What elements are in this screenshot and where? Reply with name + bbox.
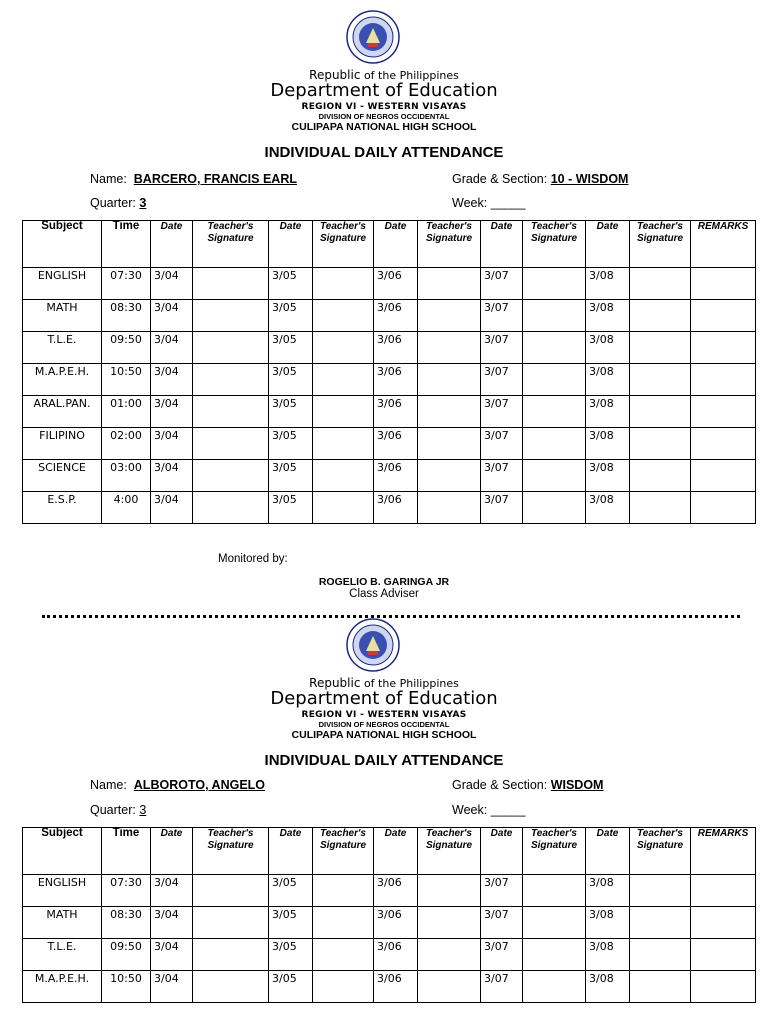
signature-cell — [418, 492, 481, 524]
date-cell: 3/05 — [269, 268, 313, 300]
header-date: Date — [151, 828, 193, 875]
date-cell: 3/07 — [481, 971, 523, 1003]
date-cell: 3/08 — [586, 971, 630, 1003]
date-cell: 3/04 — [151, 460, 193, 492]
grade-section-value: 10 - WISDOM — [550, 172, 629, 186]
date-cell: 3/08 — [586, 875, 630, 907]
date-cell: 3/04 — [151, 332, 193, 364]
signature-cell — [193, 268, 269, 300]
subject-cell: ARAL.PAN. — [23, 396, 102, 428]
date-cell: 3/08 — [586, 492, 630, 524]
signature-cell — [193, 460, 269, 492]
signature-cell — [630, 268, 691, 300]
header-teachers-signature: Teacher's Signature — [523, 828, 586, 875]
header-teachers-signature: Teacher's Signature — [193, 221, 269, 268]
date-cell: 3/06 — [374, 907, 418, 939]
header-time: Time — [102, 828, 151, 875]
signature-cell — [523, 939, 586, 971]
date-cell: 3/07 — [481, 460, 523, 492]
remarks-cell — [691, 396, 756, 428]
date-cell: 3/06 — [374, 300, 418, 332]
signature-cell — [418, 332, 481, 364]
signature-cell — [523, 396, 586, 428]
time-cell: 10:50 — [102, 971, 151, 1003]
date-cell: 3/04 — [151, 939, 193, 971]
date-cell: 3/05 — [269, 907, 313, 939]
time-cell: 08:30 — [102, 907, 151, 939]
time-cell: 01:00 — [102, 396, 151, 428]
date-cell: 3/08 — [586, 300, 630, 332]
header-date: Date — [269, 828, 313, 875]
date-cell: 3/04 — [151, 492, 193, 524]
school-name: CULIPAPA NATIONAL HIGH SCHOOL — [291, 121, 477, 133]
header-teachers-signature: Teacher's Signature — [630, 221, 691, 268]
remarks-cell — [691, 907, 756, 939]
student-name-line: Name: BARCERO, FRANCIS EARL — [90, 172, 297, 186]
signature-cell — [630, 460, 691, 492]
time-cell: 09:50 — [102, 332, 151, 364]
region-line: REGION VI - WESTERN VISAYAS — [301, 102, 467, 112]
signature-cell — [630, 971, 691, 1003]
signature-cell — [313, 971, 374, 1003]
table-row — [23, 268, 756, 300]
date-cell: 3/05 — [269, 332, 313, 364]
subject-cell: T.L.E. — [23, 332, 102, 364]
remarks-cell — [691, 939, 756, 971]
header-teachers-signature: Teacher's Signature — [313, 828, 374, 875]
subject-cell: MATH — [23, 300, 102, 332]
signature-cell — [313, 939, 374, 971]
date-cell: 3/07 — [481, 428, 523, 460]
header-teachers-signature: Teacher's Signature — [630, 828, 691, 875]
signature-cell — [193, 492, 269, 524]
date-cell: 3/05 — [269, 460, 313, 492]
date-cell: 3/06 — [374, 428, 418, 460]
signature-cell — [523, 907, 586, 939]
monitored-by-label: Monitored by: — [218, 553, 288, 565]
remarks-cell — [691, 875, 756, 907]
quarter-line: Quarter: 3 — [90, 803, 147, 817]
signature-cell — [630, 875, 691, 907]
signature-cell — [630, 300, 691, 332]
header-teachers-signature: Teacher's Signature — [418, 221, 481, 268]
signature-cell — [313, 396, 374, 428]
date-cell: 3/04 — [151, 300, 193, 332]
time-cell: 08:30 — [102, 300, 151, 332]
signature-cell — [523, 332, 586, 364]
date-cell: 3/07 — [481, 268, 523, 300]
table-row — [23, 460, 756, 492]
date-cell: 3/08 — [586, 460, 630, 492]
signature-cell — [630, 907, 691, 939]
signature-cell — [313, 268, 374, 300]
header-date: Date — [374, 221, 418, 268]
signature-cell — [313, 300, 374, 332]
date-cell: 3/04 — [151, 971, 193, 1003]
signature-cell — [193, 939, 269, 971]
date-cell: 3/07 — [481, 907, 523, 939]
date-cell: 3/05 — [269, 875, 313, 907]
date-cell: 3/08 — [586, 364, 630, 396]
date-cell: 3/08 — [586, 332, 630, 364]
signature-cell — [313, 332, 374, 364]
signature-cell — [630, 939, 691, 971]
table-row — [23, 875, 756, 907]
subject-cell: M.A.P.E.H. — [23, 971, 102, 1003]
signature-cell — [523, 300, 586, 332]
remarks-cell — [691, 971, 756, 1003]
date-cell: 3/04 — [151, 907, 193, 939]
week-line: Week: _____ — [452, 196, 526, 210]
signature-cell — [313, 875, 374, 907]
department-of-education-seal-icon — [346, 618, 400, 672]
header-subject: Subject — [23, 828, 102, 875]
header-subject: Subject — [23, 221, 102, 268]
date-cell: 3/06 — [374, 971, 418, 1003]
date-cell: 3/08 — [586, 939, 630, 971]
subject-cell: FILIPINO — [23, 428, 102, 460]
date-cell: 3/06 — [374, 492, 418, 524]
date-cell: 3/07 — [481, 364, 523, 396]
table-row — [23, 300, 756, 332]
date-cell: 3/07 — [481, 875, 523, 907]
signature-cell — [193, 364, 269, 396]
form-title: INDIVIDUAL DAILY ATTENDANCE — [264, 144, 504, 161]
signature-cell — [418, 364, 481, 396]
date-cell: 3/06 — [374, 364, 418, 396]
signature-cell — [523, 428, 586, 460]
date-cell: 3/07 — [481, 332, 523, 364]
week-line: Week: _____ — [452, 803, 526, 817]
header-date: Date — [481, 221, 523, 268]
time-cell: 07:30 — [102, 268, 151, 300]
signature-cell — [418, 875, 481, 907]
signature-cell — [313, 460, 374, 492]
division-line: DIVISION OF NEGROS OCCIDENTAL — [318, 112, 450, 121]
remarks-cell — [691, 300, 756, 332]
signature-cell — [418, 939, 481, 971]
table-row — [23, 939, 756, 971]
signature-cell — [418, 428, 481, 460]
date-cell: 3/06 — [374, 875, 418, 907]
table-row — [23, 428, 756, 460]
date-cell: 3/04 — [151, 428, 193, 460]
table-row — [23, 364, 756, 396]
signature-cell — [630, 396, 691, 428]
remarks-cell — [691, 492, 756, 524]
quarter-value: 3 — [139, 803, 147, 817]
department-of-education-seal-icon — [346, 10, 400, 64]
table-row — [23, 332, 756, 364]
date-cell: 3/06 — [374, 939, 418, 971]
department-title: Department of Education — [270, 688, 498, 709]
date-cell: 3/05 — [269, 428, 313, 460]
region-line: REGION VI - WESTERN VISAYAS — [301, 710, 467, 720]
remarks-cell — [691, 428, 756, 460]
signature-cell — [313, 907, 374, 939]
header-time: Time — [102, 221, 151, 268]
signature-cell — [523, 268, 586, 300]
signature-cell — [523, 460, 586, 492]
date-cell: 3/04 — [151, 396, 193, 428]
date-cell: 3/05 — [269, 492, 313, 524]
signature-cell — [193, 907, 269, 939]
table-row — [23, 492, 756, 524]
header-teachers-signature: Teacher's Signature — [523, 221, 586, 268]
quarter-line: Quarter: 3 — [90, 196, 147, 210]
date-cell: 3/07 — [481, 492, 523, 524]
header-date: Date — [374, 828, 418, 875]
time-cell: 02:00 — [102, 428, 151, 460]
grade-section-value: WISDOM — [550, 778, 604, 792]
signature-cell — [630, 428, 691, 460]
subject-cell: E.S.P. — [23, 492, 102, 524]
date-cell: 3/05 — [269, 300, 313, 332]
signature-cell — [630, 332, 691, 364]
republic-line: Republic of the Philippines — [309, 676, 459, 690]
signature-cell — [523, 971, 586, 1003]
signature-cell — [193, 396, 269, 428]
date-cell: 3/08 — [586, 428, 630, 460]
header-teachers-signature: Teacher's Signature — [193, 828, 269, 875]
date-cell: 3/04 — [151, 364, 193, 396]
signature-cell — [193, 875, 269, 907]
header-teachers-signature: Teacher's Signature — [418, 828, 481, 875]
division-line: DIVISION OF NEGROS OCCIDENTAL — [318, 720, 450, 729]
date-cell: 3/07 — [481, 396, 523, 428]
grade-section-line: Grade & Section: WISDOM — [452, 778, 604, 792]
subject-cell: M.A.P.E.H. — [23, 364, 102, 396]
week-value: _____ — [490, 196, 526, 210]
remarks-cell — [691, 268, 756, 300]
date-cell: 3/08 — [586, 907, 630, 939]
date-cell: 3/06 — [374, 268, 418, 300]
date-cell: 3/06 — [374, 332, 418, 364]
student-name-line: Name: ALBOROTO, ANGELO — [90, 778, 266, 792]
subject-cell: ENGLISH — [23, 875, 102, 907]
student-name: ALBOROTO, ANGELO — [133, 778, 266, 792]
form-title: INDIVIDUAL DAILY ATTENDANCE — [264, 752, 504, 769]
signature-cell — [193, 300, 269, 332]
header-remarks: REMARKS — [691, 221, 756, 268]
grade-section-line: Grade & Section: 10 - WISDOM — [452, 172, 629, 186]
signature-cell — [418, 971, 481, 1003]
signature-cell — [418, 907, 481, 939]
time-cell: 09:50 — [102, 939, 151, 971]
header-date: Date — [269, 221, 313, 268]
signature-cell — [193, 971, 269, 1003]
header-date: Date — [586, 828, 630, 875]
date-cell: 3/07 — [481, 939, 523, 971]
table-row — [23, 971, 756, 1003]
signature-cell — [418, 300, 481, 332]
date-cell: 3/04 — [151, 268, 193, 300]
signature-cell — [313, 364, 374, 396]
signature-cell — [523, 492, 586, 524]
department-title: Department of Education — [270, 80, 498, 101]
signature-cell — [193, 332, 269, 364]
date-cell: 3/04 — [151, 875, 193, 907]
signature-cell — [630, 364, 691, 396]
quarter-value: 3 — [139, 196, 147, 210]
date-cell: 3/07 — [481, 300, 523, 332]
republic-line: Republic of the Philippines — [309, 68, 459, 82]
date-cell: 3/08 — [586, 396, 630, 428]
time-cell: 4:00 — [102, 492, 151, 524]
subject-cell: MATH — [23, 907, 102, 939]
date-cell: 3/05 — [269, 971, 313, 1003]
table-row — [23, 396, 756, 428]
date-cell: 3/05 — [269, 939, 313, 971]
subject-cell: T.L.E. — [23, 939, 102, 971]
date-cell: 3/05 — [269, 364, 313, 396]
signature-cell — [523, 364, 586, 396]
date-cell: 3/06 — [374, 460, 418, 492]
school-name: CULIPAPA NATIONAL HIGH SCHOOL — [291, 729, 477, 741]
header-date: Date — [481, 828, 523, 875]
adviser-name: ROGELIO B. GARINGA JR — [318, 576, 450, 588]
signature-cell — [523, 875, 586, 907]
header-teachers-signature: Teacher's Signature — [313, 221, 374, 268]
remarks-cell — [691, 460, 756, 492]
header-date: Date — [586, 221, 630, 268]
subject-cell: ENGLISH — [23, 268, 102, 300]
header-remarks: REMARKS — [691, 828, 756, 875]
week-value: _____ — [490, 803, 526, 817]
time-cell: 07:30 — [102, 875, 151, 907]
attendance-table — [22, 220, 756, 524]
subject-cell: SCIENCE — [23, 460, 102, 492]
date-cell: 3/05 — [269, 396, 313, 428]
table-row — [23, 907, 756, 939]
remarks-cell — [691, 364, 756, 396]
time-cell: 10:50 — [102, 364, 151, 396]
date-cell: 3/06 — [374, 396, 418, 428]
signature-cell — [193, 428, 269, 460]
signature-cell — [313, 492, 374, 524]
student-name: BARCERO, FRANCIS EARL — [133, 172, 297, 186]
signature-cell — [418, 396, 481, 428]
remarks-cell — [691, 332, 756, 364]
signature-cell — [313, 428, 374, 460]
adviser-title: Class Adviser — [349, 588, 419, 600]
date-cell: 3/08 — [586, 268, 630, 300]
signature-cell — [418, 460, 481, 492]
header-date: Date — [151, 221, 193, 268]
signature-cell — [630, 492, 691, 524]
time-cell: 03:00 — [102, 460, 151, 492]
attendance-table — [22, 827, 756, 1003]
signature-cell — [418, 268, 481, 300]
